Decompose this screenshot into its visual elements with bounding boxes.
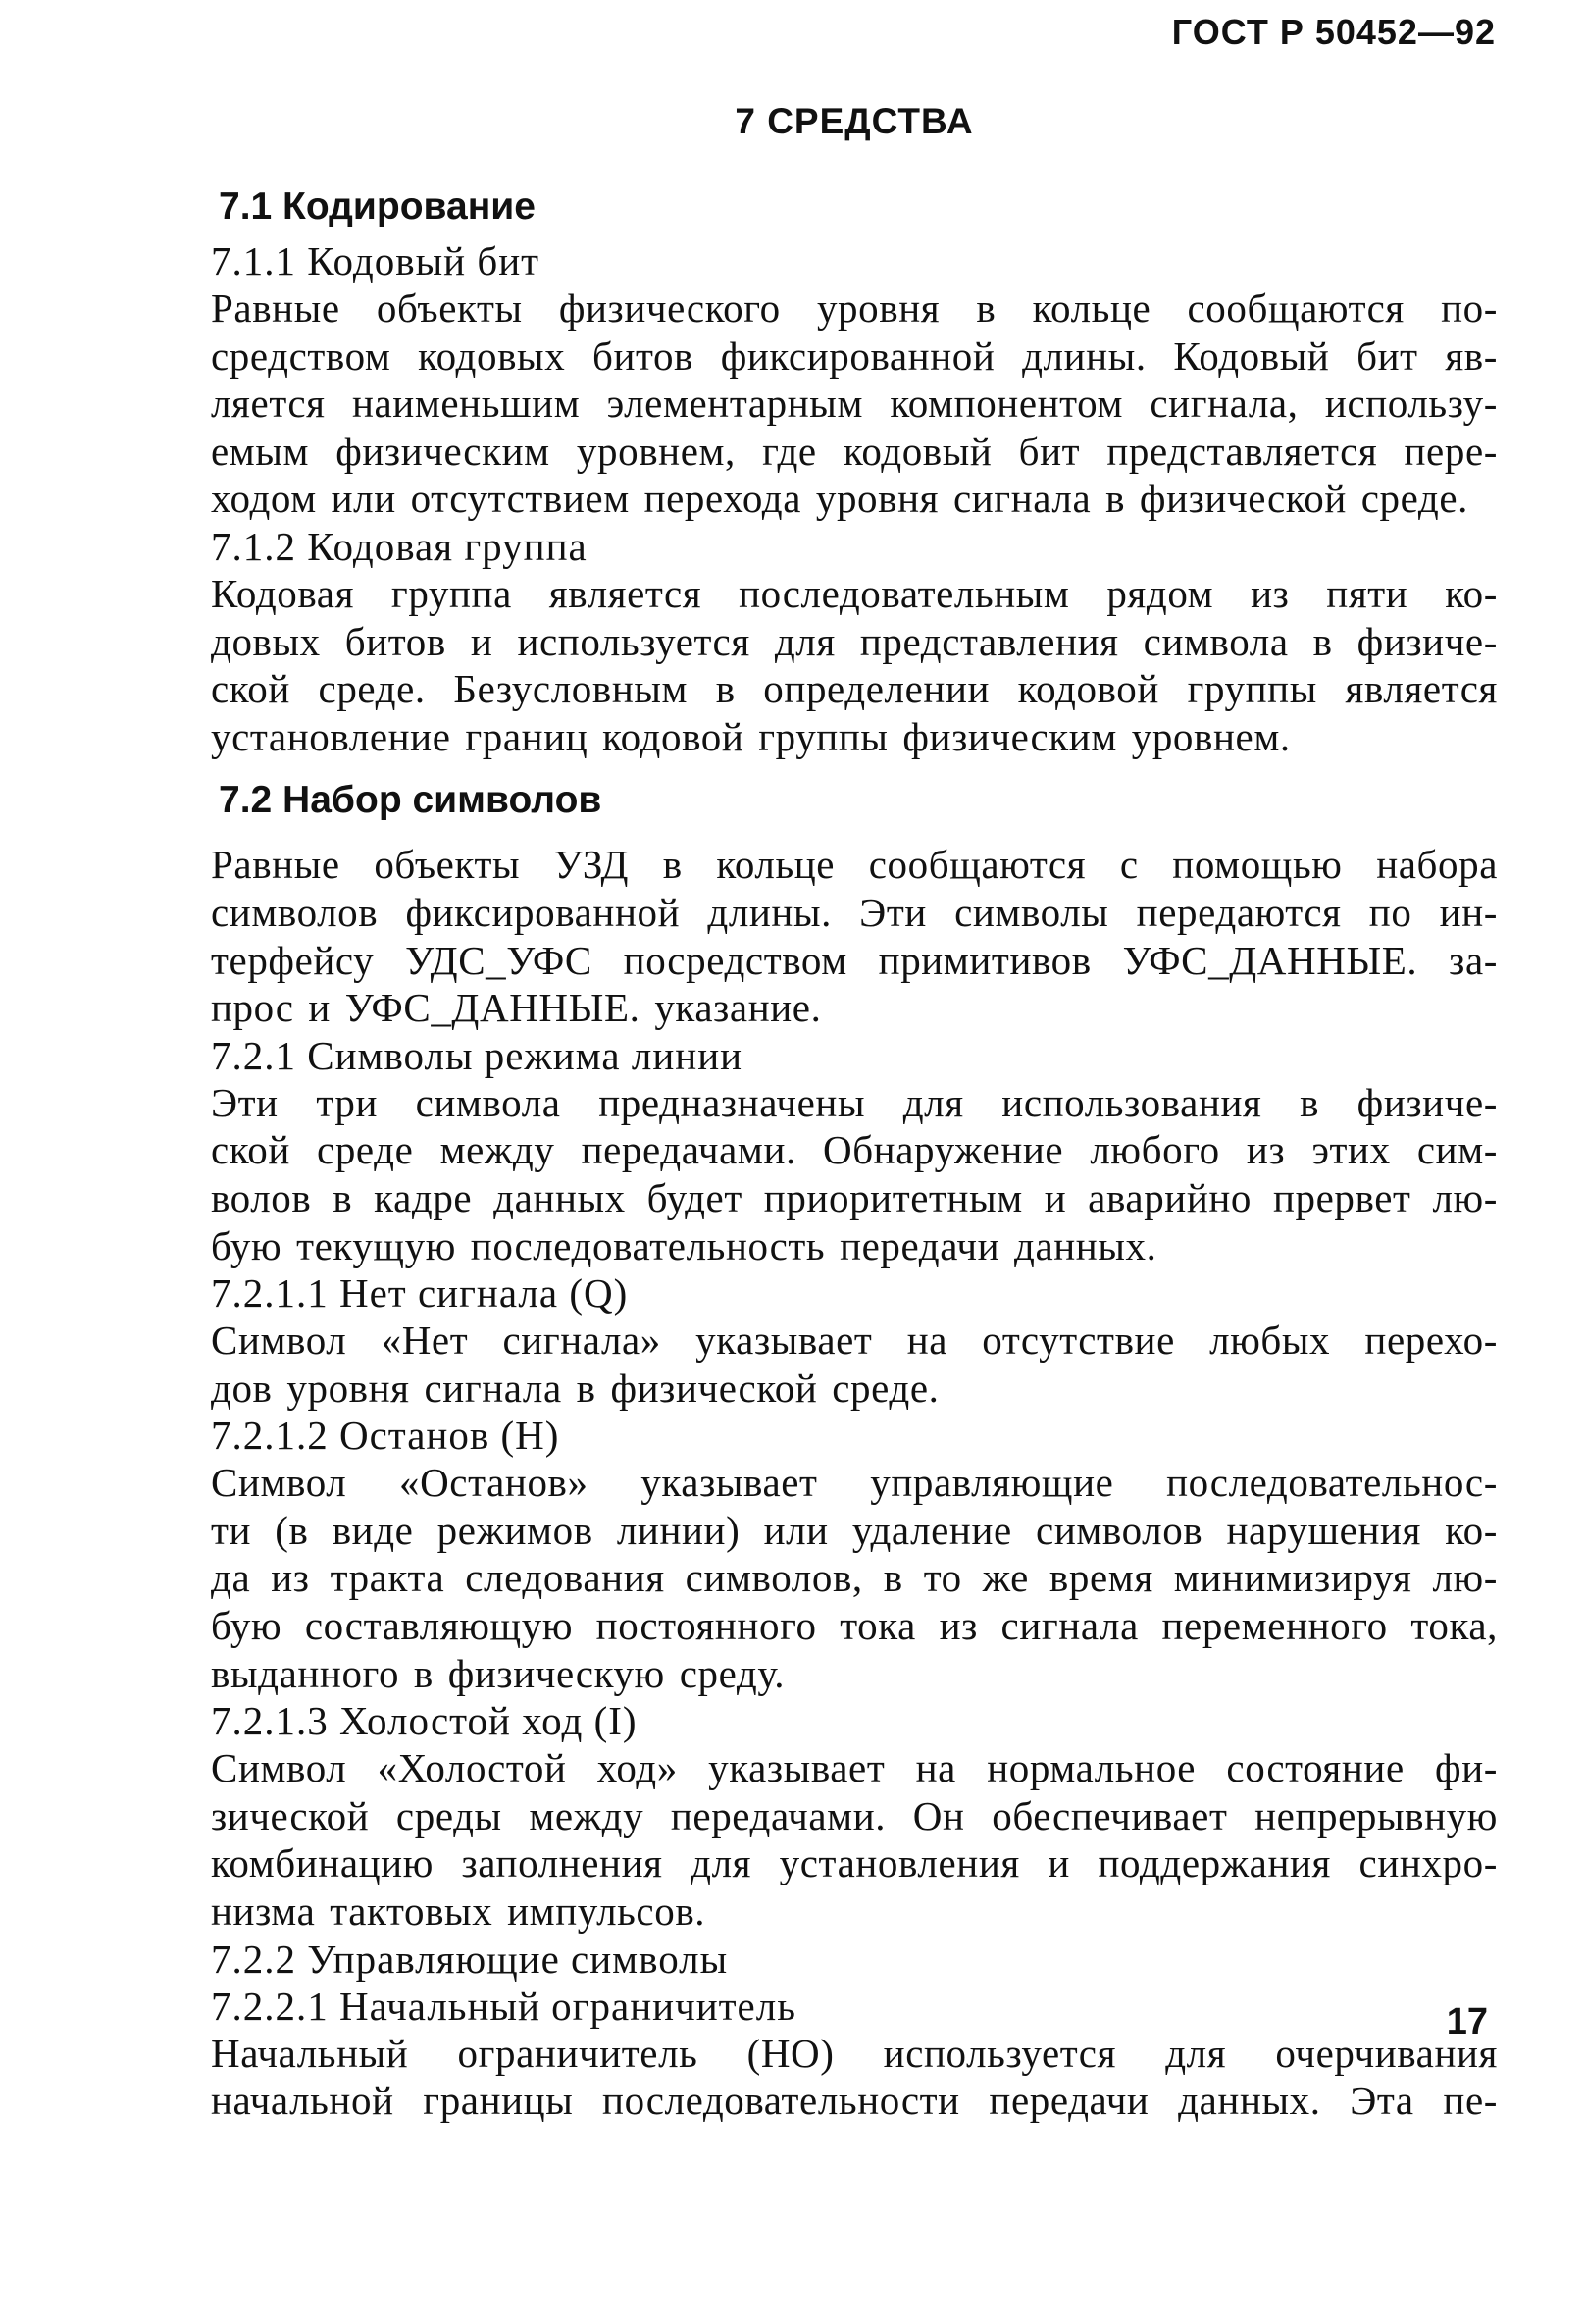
- paragraph-7-2-1: [211, 1079, 1498, 1269]
- text-line: ской среде. Безусловным в определении кодовой группы является: [211, 666, 1498, 712]
- text-line: емым физическим уровнем, где кодовый бит представляется пере-: [211, 428, 1498, 474]
- text-line: ходом или отсутствием перехода уровня сигнала в физической среде.: [211, 476, 1469, 522]
- paragraph-7-2-1-1: [211, 1317, 1498, 1412]
- heading-7-2: 7.2 Набор символов: [219, 779, 602, 822]
- item-7-1-1-title: 7.1.1 Кодовый бит: [211, 238, 540, 284]
- item-7-2-1-title: 7.2.1 Символы режима линии: [211, 1032, 743, 1078]
- text-line: Равные объекты УЗД в кольце сообщаются с помощью набора: [211, 842, 1498, 888]
- text-line: средством кодовых битов фиксированной длины. Кодовый бит яв-: [211, 333, 1498, 379]
- paragraph-7-2-1-2: [211, 1459, 1498, 1697]
- paragraph-7-1-1: [211, 284, 1498, 523]
- text-line: Равные объекты физического уровня в кольце сообщаются по-: [211, 285, 1498, 331]
- text-line: низма тактовых импульсов.: [211, 1888, 706, 1935]
- text-line: да из тракта следования символов, в то же время минимизируя лю-: [211, 1555, 1498, 1601]
- text-line: Символ «Нет сигнала» указывает на отсутствие любых перехо-: [211, 1317, 1498, 1364]
- text-line: комбинацию заполнения для установления и поддержания синхро-: [211, 1840, 1498, 1886]
- heading-7-1: 7.1 Кодирование: [219, 185, 536, 228]
- paragraph-7-2-2-1: [211, 2030, 1498, 2125]
- text-line: ти (в виде режимов линии) или удаление символов нарушения ко-: [211, 1507, 1498, 1553]
- paragraph-7-2-intro: [211, 841, 1498, 1031]
- text-line: ляется наименьшим элементарным компонентом сигнала, использу-: [211, 381, 1498, 427]
- text-line: терфейсу УДС_УФС посредством примитивов УФС_ДАННЫЕ. за-: [211, 937, 1498, 983]
- text-line: установление границ кодовой группы физическим уровнем.: [211, 713, 1291, 759]
- text-line: бую составляющую постоянного тока из сигнала переменного тока,: [211, 1603, 1498, 1649]
- paragraph-7-1-2: [211, 570, 1498, 760]
- text-line: Кодовая группа является последовательным рядом из пяти ко-: [211, 570, 1498, 616]
- text-line: дов уровня сигнала в физической среде.: [211, 1365, 940, 1411]
- page-content: [211, 96, 1498, 2125]
- text-line: бую текущую последовательность передачи данных.: [211, 1222, 1157, 1268]
- page-number: 17: [1446, 2001, 1488, 2042]
- text-line: Эти три символа предназначены для использования в физиче-: [211, 1079, 1498, 1125]
- text-line: волов в кадре данных будет приоритетным и аварийно прервет лю-: [211, 1174, 1498, 1220]
- section-title: 7 СРЕДСТВА: [735, 101, 974, 141]
- paragraph-7-2-1-3: [211, 1744, 1498, 1935]
- text-line: начальной границы последовательности передачи данных. Эта пе-: [211, 2078, 1498, 2124]
- text-line: ской среде между передачами. Обнаружение любого из этих сим-: [211, 1127, 1498, 1173]
- item-7-2-1-3-title: 7.2.1.3 Холостой ход (I): [211, 1698, 638, 1744]
- document-id: ГОСТ Р 50452—92: [1171, 12, 1496, 52]
- item-7-2-2-title: 7.2.2 Управляющие символы: [211, 1936, 729, 1982]
- text-line: Начальный ограничитель (НО) используется для очерчивания: [211, 2030, 1498, 2076]
- text-line: символов фиксированной длины. Эти символы передаются по ин-: [211, 889, 1498, 935]
- text-line: Символ «Холостой ход» указывает на нормальное состояние фи-: [211, 1745, 1498, 1791]
- text-line: Символ «Останов» указывает управляющие последовательнос-: [211, 1460, 1498, 1506]
- text-line: выданного в физическую среду.: [211, 1650, 786, 1696]
- item-7-2-2-1-title: 7.2.2.1 Начальный ограничитель: [211, 1983, 796, 2029]
- text-line: прос и УФС_ДАННЫЕ. указание.: [211, 985, 822, 1031]
- item-7-2-1-2-title: 7.2.1.2 Останов (H): [211, 1413, 560, 1459]
- item-7-2-1-1-title: 7.2.1.1 Нет сигнала (Q): [211, 1270, 629, 1317]
- text-line: довых битов и используется для представления символа в физиче-: [211, 618, 1498, 664]
- text-line: зической среды между передачами. Он обеспечивает непрерывную: [211, 1792, 1498, 1838]
- item-7-1-2-title: 7.1.2 Кодовая группа: [211, 523, 588, 569]
